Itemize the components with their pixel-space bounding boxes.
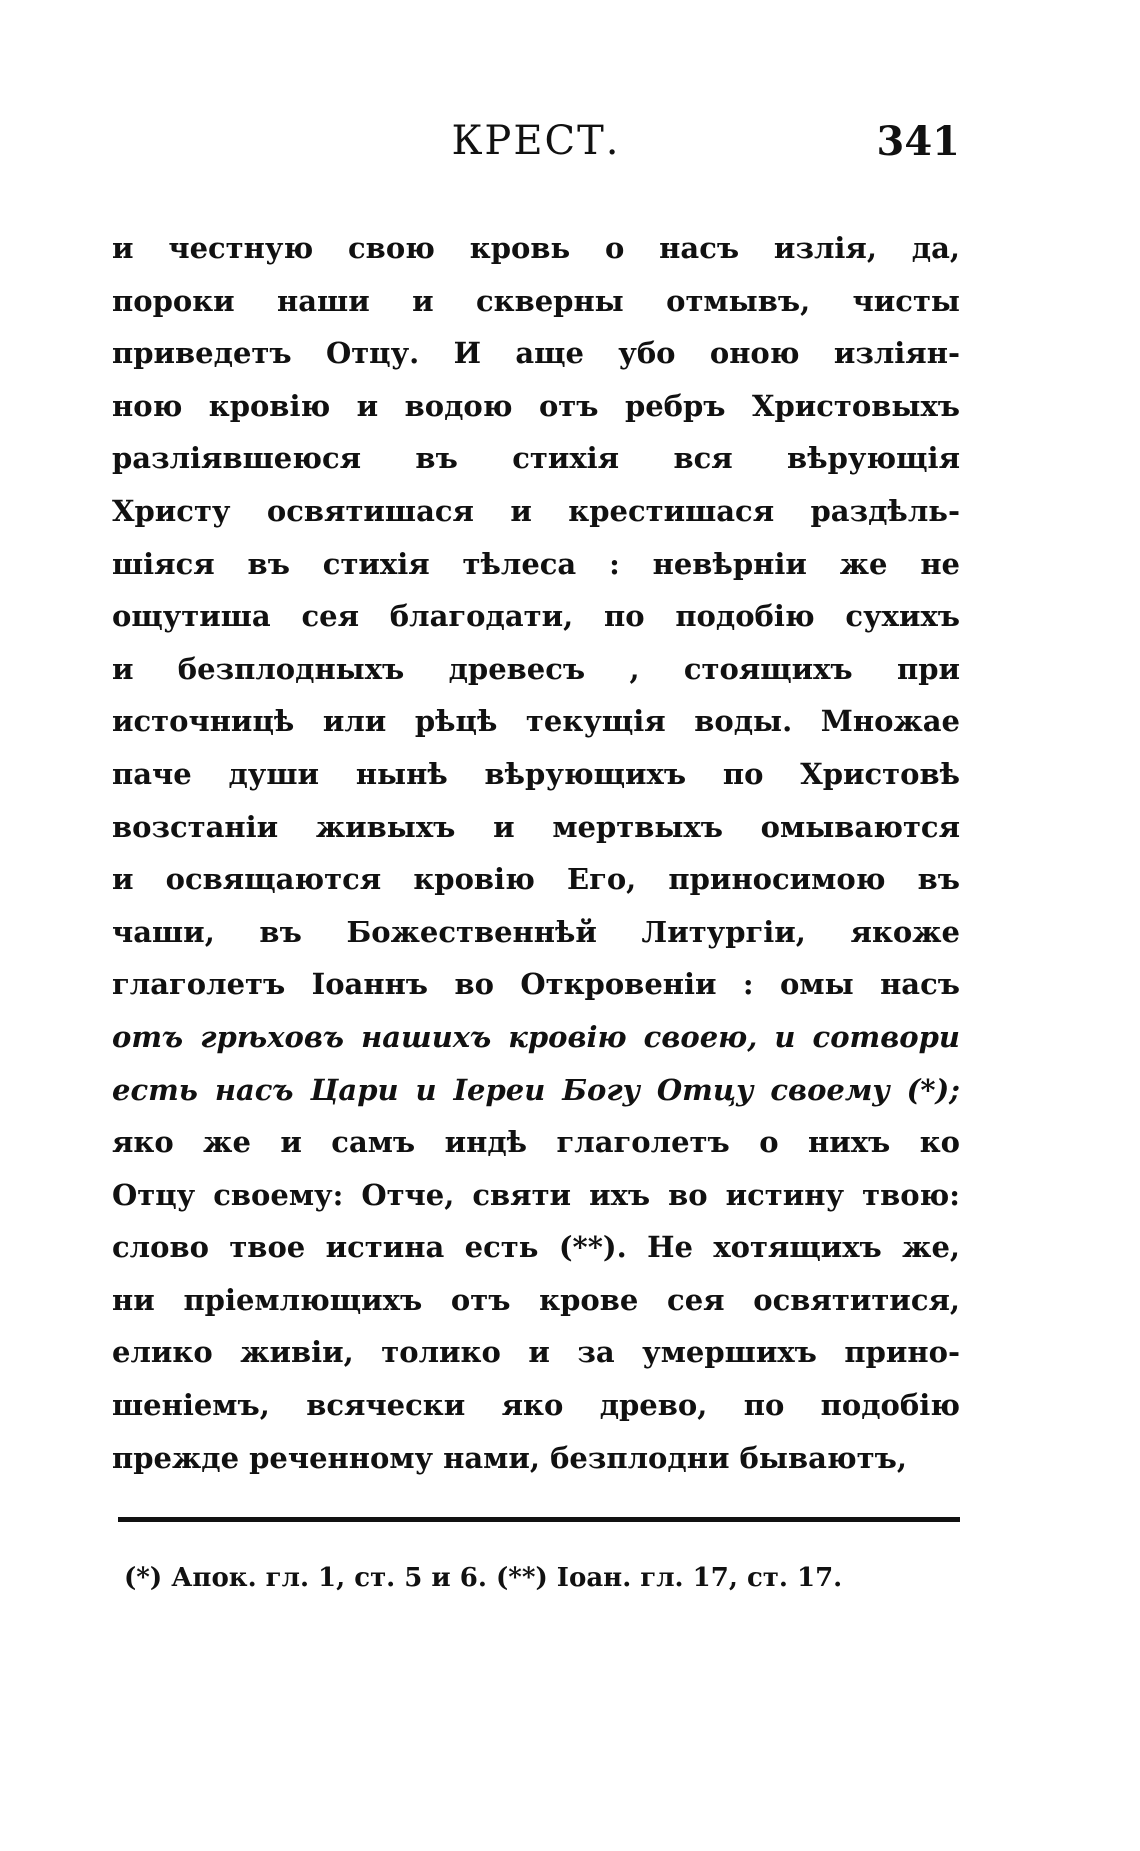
text-line: шіяся въ стихія тѣлеса : невѣрніи же не xyxy=(112,546,960,581)
text-line: ною кровію и водою отъ ребръ Христовыхъ xyxy=(112,388,960,423)
text-line: слово твое истина есть (**). Не хотящихъ же, xyxy=(112,1230,960,1265)
footnote: (*) Апок. гл. 1, ст. 5 и 6. (**) Іоан. гл. 17, ст. 17. xyxy=(124,1563,843,1593)
text-line-italic-quote: отъ грѣховъ нашихъ кровію своею, и сотвори xyxy=(112,1019,960,1054)
page-header xyxy=(112,118,960,178)
text-line: ощутиша сея благодати, по подобію сухихъ xyxy=(112,599,960,634)
text-line: елико живіи, толико и за умершихъ прино- xyxy=(112,1335,960,1370)
text-line: приведетъ Отцу. И аще убо оною изліян- xyxy=(112,336,960,371)
text-line: паче души нынѣ вѣрующихъ по Христовѣ xyxy=(112,756,960,791)
text-line: и честную свою кровь о насъ излія, да, xyxy=(112,231,960,265)
text-line: источницѣ или рѣцѣ текущія воды. Множае xyxy=(112,704,960,739)
text-line: и безплодныхъ древесъ , стоящихъ при xyxy=(112,651,960,686)
text-line: разліявшеюся въ стихія вся вѣрующія xyxy=(112,441,960,476)
text-line: чаши, въ Божественнѣй Литургіи, якоже xyxy=(112,914,960,949)
footnote-rule xyxy=(118,1517,960,1522)
text-line: ни пріемлющихъ отъ крове сея освятитися, xyxy=(112,1282,960,1317)
body-text xyxy=(112,222,960,1484)
text-line: шеніемъ, всячески яко древо, по подобію xyxy=(112,1388,960,1423)
text-line: возстаніи живыхъ и мертвыхъ омываются xyxy=(112,809,960,844)
text-line: яко же и самъ индѣ глаголетъ о нихъ ко xyxy=(112,1125,960,1160)
text-line: прежде реченному нами, безплодни бываютъ, xyxy=(112,1440,907,1475)
text-line: и освящаются кровію Его, приносимою въ xyxy=(112,862,960,897)
text-line: Христу освятишася и крестишася раздѣль- xyxy=(112,493,960,528)
text-line: глаголетъ Іоаннъ во Откровеніи : омы насъ xyxy=(112,967,960,1002)
text-line-italic-quote: есть насъ Цари и Іереи Богу Отцу своему (*); xyxy=(112,1072,960,1107)
text-line: Отцу своему: Отче, святи ихъ во истину твою: xyxy=(112,1177,960,1212)
text-line: пороки наши и скверны отмывъ, чисты xyxy=(112,283,960,318)
running-title: КРЕСТ. xyxy=(451,118,621,164)
page-number: 341 xyxy=(876,118,960,165)
